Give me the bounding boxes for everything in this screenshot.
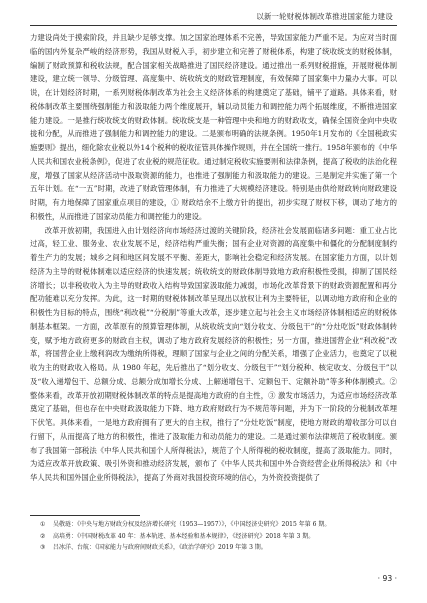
footnote-1 — [40, 519, 397, 531]
body-text — [30, 31, 397, 485]
footnote-mark: ② — [40, 532, 46, 540]
footnote-text: 高培勇：《中国财税改革 40 年：基本轨迹、基本经验和基本规律》，《经济研究》2018 年第 3 期。 — [53, 532, 315, 540]
footnote-2 — [40, 531, 397, 543]
footnote-mark: ③ — [40, 544, 46, 552]
header-divider — [30, 25, 397, 26]
paragraph-1: 力建设尚处于摸索阶段，并且缺少足够支撑。加之国家治理体系不完善，导致国家能力严重不足。为应对当时面临的国内外复杂严峻的经济形势，我国从财税入手，初步建立和完善了财税体系，构建了统收统支的财税体制，编制了财政预算和税收法规，配合国家相关战略推进了国民经济建设。通过推出一系列财税措施，开展财税体制建设，建立统一领导、分级管理、高度集中、统收统支的财政管理制度，有效保障了国家集中力量办大事。可以说，在计划经济时期，一系列财税体制改革为社会主义经济体系的构建奠定了基础，铺平了道路。具体来看，财税体制改革主要围绕强制能力和汲取能力两个维度展开，辅以动员能力和调控能力两个拓展维度，不断推进国家能力建设。一是推行统收统支的财政体制。统收统支是一种管理中央和地方的财政收支，确保全国资金向中央收拢和分配，从而推进了强制能力和调控能力的建设。二是颁布明确的法规条例。1950年1月发布的《全国税政实施要则》提出，细化除农业税以外14个税种的税收征管具体操作规则，并在全国统一推行。1958年颁布的《中华人民共和国农业税条例》，促进了农业税的规范征收。通过制定税收实施要则和法律条例，提高了税收的法治化程度，增强了国家从经济活动中汲取资源的能力，也推进了强制能力和汲取能力的建设。三是制定并实施了第一个五年计划。在“一五”时期，改进了财政管理体制，有力推进了大规模经济建设。特别是由供给财政转向财政建设时期，有力地保障了国家重点项目的建设，① 财政结余不上缴方针的提出，初步实现了财权下移，调动了地方的积极性，从而推进了国家动员能力和调控能力的建设。 — [30, 33, 397, 221]
footnote-text: 吕冰洋、台航：《国家能力与政府间财政关系》，《政治学研究》2019 年第 3 期。 — [53, 544, 267, 552]
footnote-divider — [30, 515, 140, 516]
footnotes — [40, 519, 397, 554]
footnote-text: 吴敬琏：《中央与地方财政分权及经济增长研究（1953—1957）》，《中国经济史研究》2015 年第 6 期。 — [53, 521, 331, 528]
footnote-3 — [40, 542, 397, 554]
footnote-mark: ① — [40, 521, 46, 528]
page-number: · 93 · — [377, 574, 397, 583]
paragraph-2: 改革开放初期，我国进入由计划经济向市场经济过渡的关键阶段，经济社会发展面临诸多问题：重工业占比过高，轻工业、服务业、农业发展不足，经济结构严重失衡；国有企业对资源的高度集中和僵化的分配制度制约着生产力的发展；城乡之间和地区间发展不平衡、差距大，影响社会稳定和经济发展。在国家能力方面，以计划经济为主导的财税体制难以适应经济的快速发展；统收统支的财政体制导致地方政府积极性受损，抑制了国民经济增长；以非税收收入为主导的财政收入结构导致国家汲取能力减弱，市场化改革背景下的财政资源配置和再分配功能难以充分发挥。为此，这一时期的财税体制改革呈现出以放权让利为主要特征，以调动地方政府和企业的积极性为目标的特点，围绕“利改税”“分税制”等重大改革，逐步建立起与社会主义市场经济体制相适应的财税体制基本框架。一方面，改革原有的预算管理体制，从统收统支向“划分收支、分级包干”的“分灶吃饭”财政体制转变，赋予地方政府更多的财政自主权，调动了地方政府发展经济的积极性；另一方面，推进国营企业“利改税”改革，将国营企业上缴利润改为缴纳所得税，理顺了国家与企业之间的分配关系，增强了企业活力，也奠定了以税收为主的财政收入格局。从 1980 年起，先后推出了“划分收支、分级包干”“划分税种、核定收支、分级包干”以及“收入递增包干、总额分成、总额分成加增长分成、上解递增包干、定额包干、定额补助”等多种体制模式。② 整体来看，改革开放初期财税体制改革的特点是提高地方政府的自主性，③ 激发市场活力，为适应市场经济改革奠定了基础，但也存在中央财政汲取能力下降、地方政府财政行为不规范等问题，并为下一阶段的分税制改革埋下伏笔。具体来看，一是地方政府拥有了更大的自主权，推行了“分灶吃饭”制度，使地方财政的增收部分可以自行留下，从而提高了地方的积极性，推进了汲取能力和动员能力的建设。二是通过颁布法律规范了税收制度。颁布了我国第一部税法《中华人民共和国个人所得税法》，规范了个人所得税的税收制度，提高了汲取能力。同时，为适应改革开放政策、吸引外资和推动经济发展，颁布了《中华人民共和国中外合资经营企业所得税法》和《中华人民共和国外国企业所得税法》，提高了外商对我国投资环境的信心，为外资投资提供了 — [30, 225, 397, 482]
running-header: 以新一轮财税体制改革推进国家能力建设 — [256, 12, 393, 21]
